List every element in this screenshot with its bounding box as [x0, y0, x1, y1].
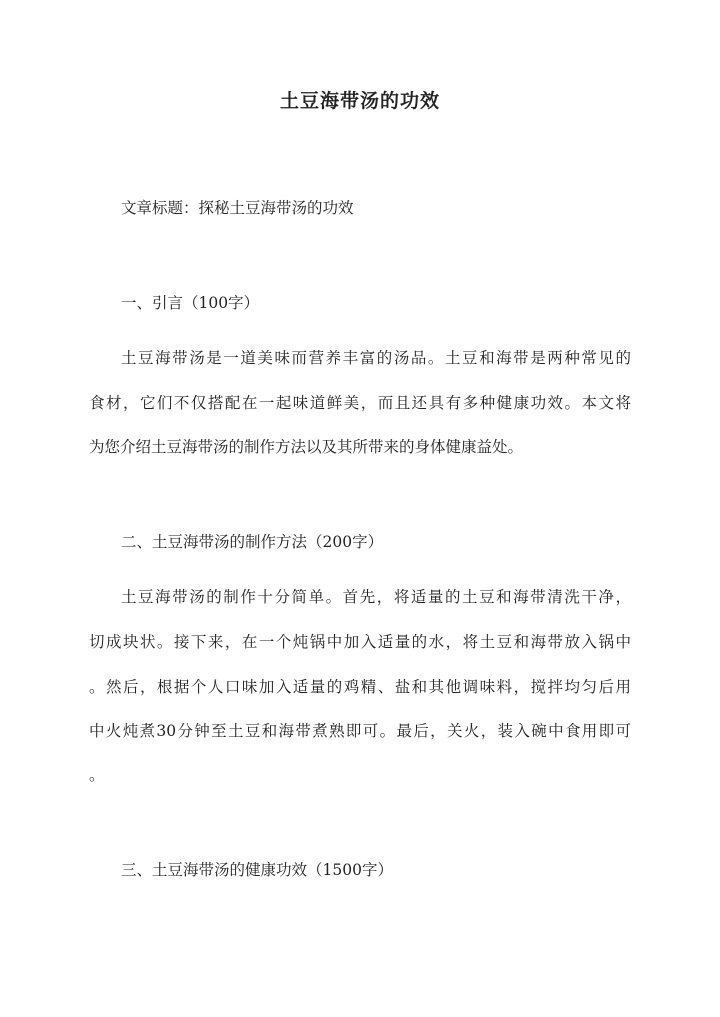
paragraph-line: 。 [89, 766, 105, 784]
paragraph-line: 食材，它们不仅搭配在一起味道鲜美，而且还具有多种健康功效。本文将 [89, 394, 631, 412]
document-title: 土豆海带汤的功效 [279, 90, 440, 112]
section-heading-method: 二、土豆海带汤的制作方法（200字） [121, 533, 384, 551]
paragraph-line: 切成块状。接下来，在一个炖锅中加入适量的水，将土豆和海带放入锅中 [89, 633, 631, 651]
paragraph-line: 中火炖煮30分钟至土豆和海带煮熟即可。最后，关火，装入碗中食用即可 [89, 722, 631, 740]
section-heading-benefits: 三、土豆海带汤的健康功效（1500字） [121, 861, 393, 879]
paragraph-line: 。然后，根据个人口味加入适量的鸡精、盐和其他调味料，搅拌均匀后用 [89, 678, 631, 696]
paragraph-line: 为您介绍土豆海带汤的制作方法以及其所带来的身体健康益处。 [89, 438, 524, 456]
section-heading-intro: 一、引言（100字） [121, 294, 260, 312]
article-title: 文章标题：探秘土豆海带汤的功效 [121, 199, 354, 217]
paragraph-line: 土豆海带汤是一道美味而营养丰富的汤品。土豆和海带是两种常见的 [121, 349, 631, 367]
paragraph-line: 土豆海带汤的制作十分简单。首先，将适量的土豆和海带清洗干净， [121, 588, 631, 606]
